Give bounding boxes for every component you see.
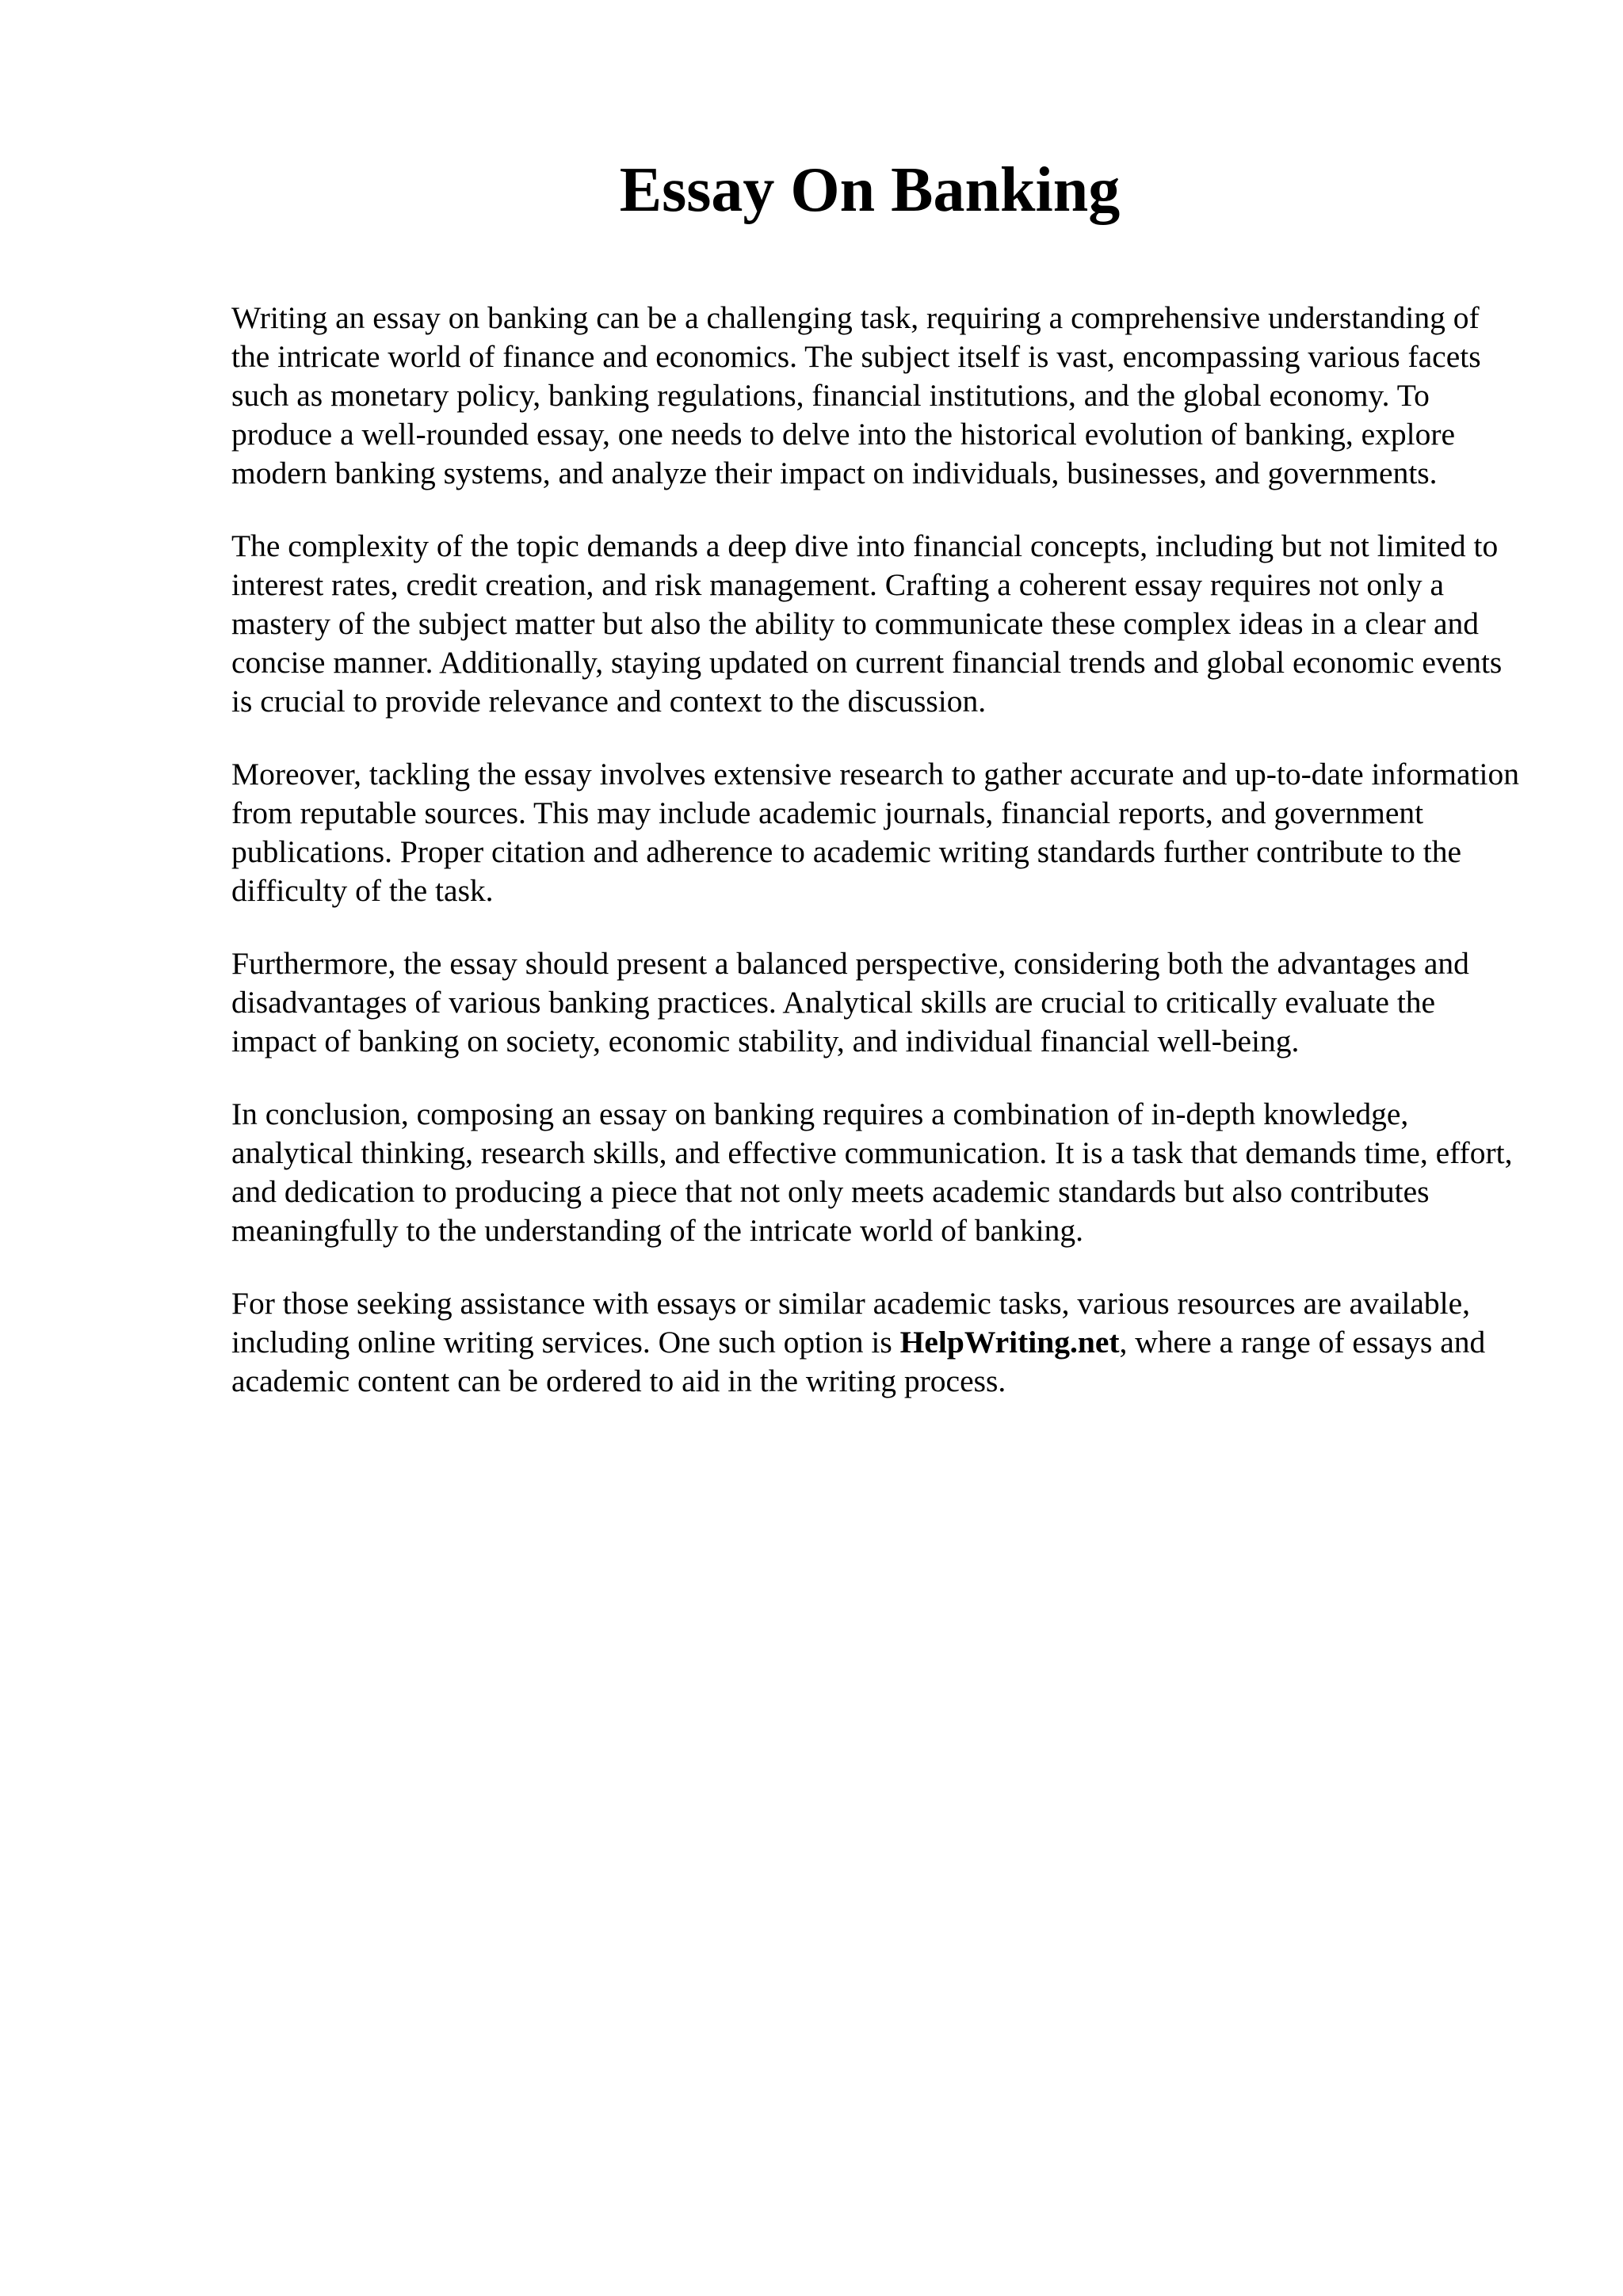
document-title: Essay On Banking (619, 155, 1121, 225)
paragraph-3: Moreover, tackling the essay involves extensive research to gather accurate and up-to-date information from reputable sources. This may include academic journals, financial reports, and government publications. Proper citation and adherence to academic writing standards further contribute to the difficulty of the task. (231, 757, 1519, 908)
paragraph-6-ending: , where a range of essays and academic content can be ordered to aid in the writing process. (231, 1325, 1486, 1398)
brand-link[interactable]: HelpWriting.net (899, 1325, 1120, 1360)
paragraph-5: In conclusion, composing an essay on banking requires a combination of in-depth knowledge, analytical thinking, research skills, and effective communication. It is a task that demands time, effort, and dedication to producing a piece that not only meets academic standards but also contributes meaningfully to the understanding of the intricate world of banking. (231, 1097, 1513, 1248)
paragraph-6-intro: For those seeking assistance with essays or similar academic tasks, various resources are available, including online writing services. One such option is (231, 1286, 1471, 1360)
paragraph-1: Writing an essay on banking can be a challenging task, requiring a comprehensive understanding of the intricate world of finance and economics. The subject itself is vast, encompassing various facets such as monetary policy, banking regulations, financial institutions, and the global economy. To produce a well-rounded essay, one needs to delve into the historical evolution of banking, explore modern banking systems, and analyze their impact on individuals, businesses, and governments. (231, 300, 1481, 490)
document-body (231, 299, 1523, 1435)
paragraph-2: The complexity of the topic demands a deep dive into financial concepts, including but not limited to interest rates, credit creation, and risk management. Crafting a coherent essay requires not only a mastery of the subject matter but also the ability to communicate these complex ideas in a clear and concise manner. Additionally, staying updated on current financial trends and global economic events is crucial to provide relevance and context to the discussion. (231, 528, 1503, 719)
paragraph-6 (231, 1284, 1523, 1401)
paragraph-4: Furthermore, the essay should present a balanced perspective, considering both the advantages and disadvantages of various banking practices. Analytical skills are crucial to critically evaluate the impact of banking on society, economic stability, and individual financial well-being. (231, 946, 1469, 1058)
